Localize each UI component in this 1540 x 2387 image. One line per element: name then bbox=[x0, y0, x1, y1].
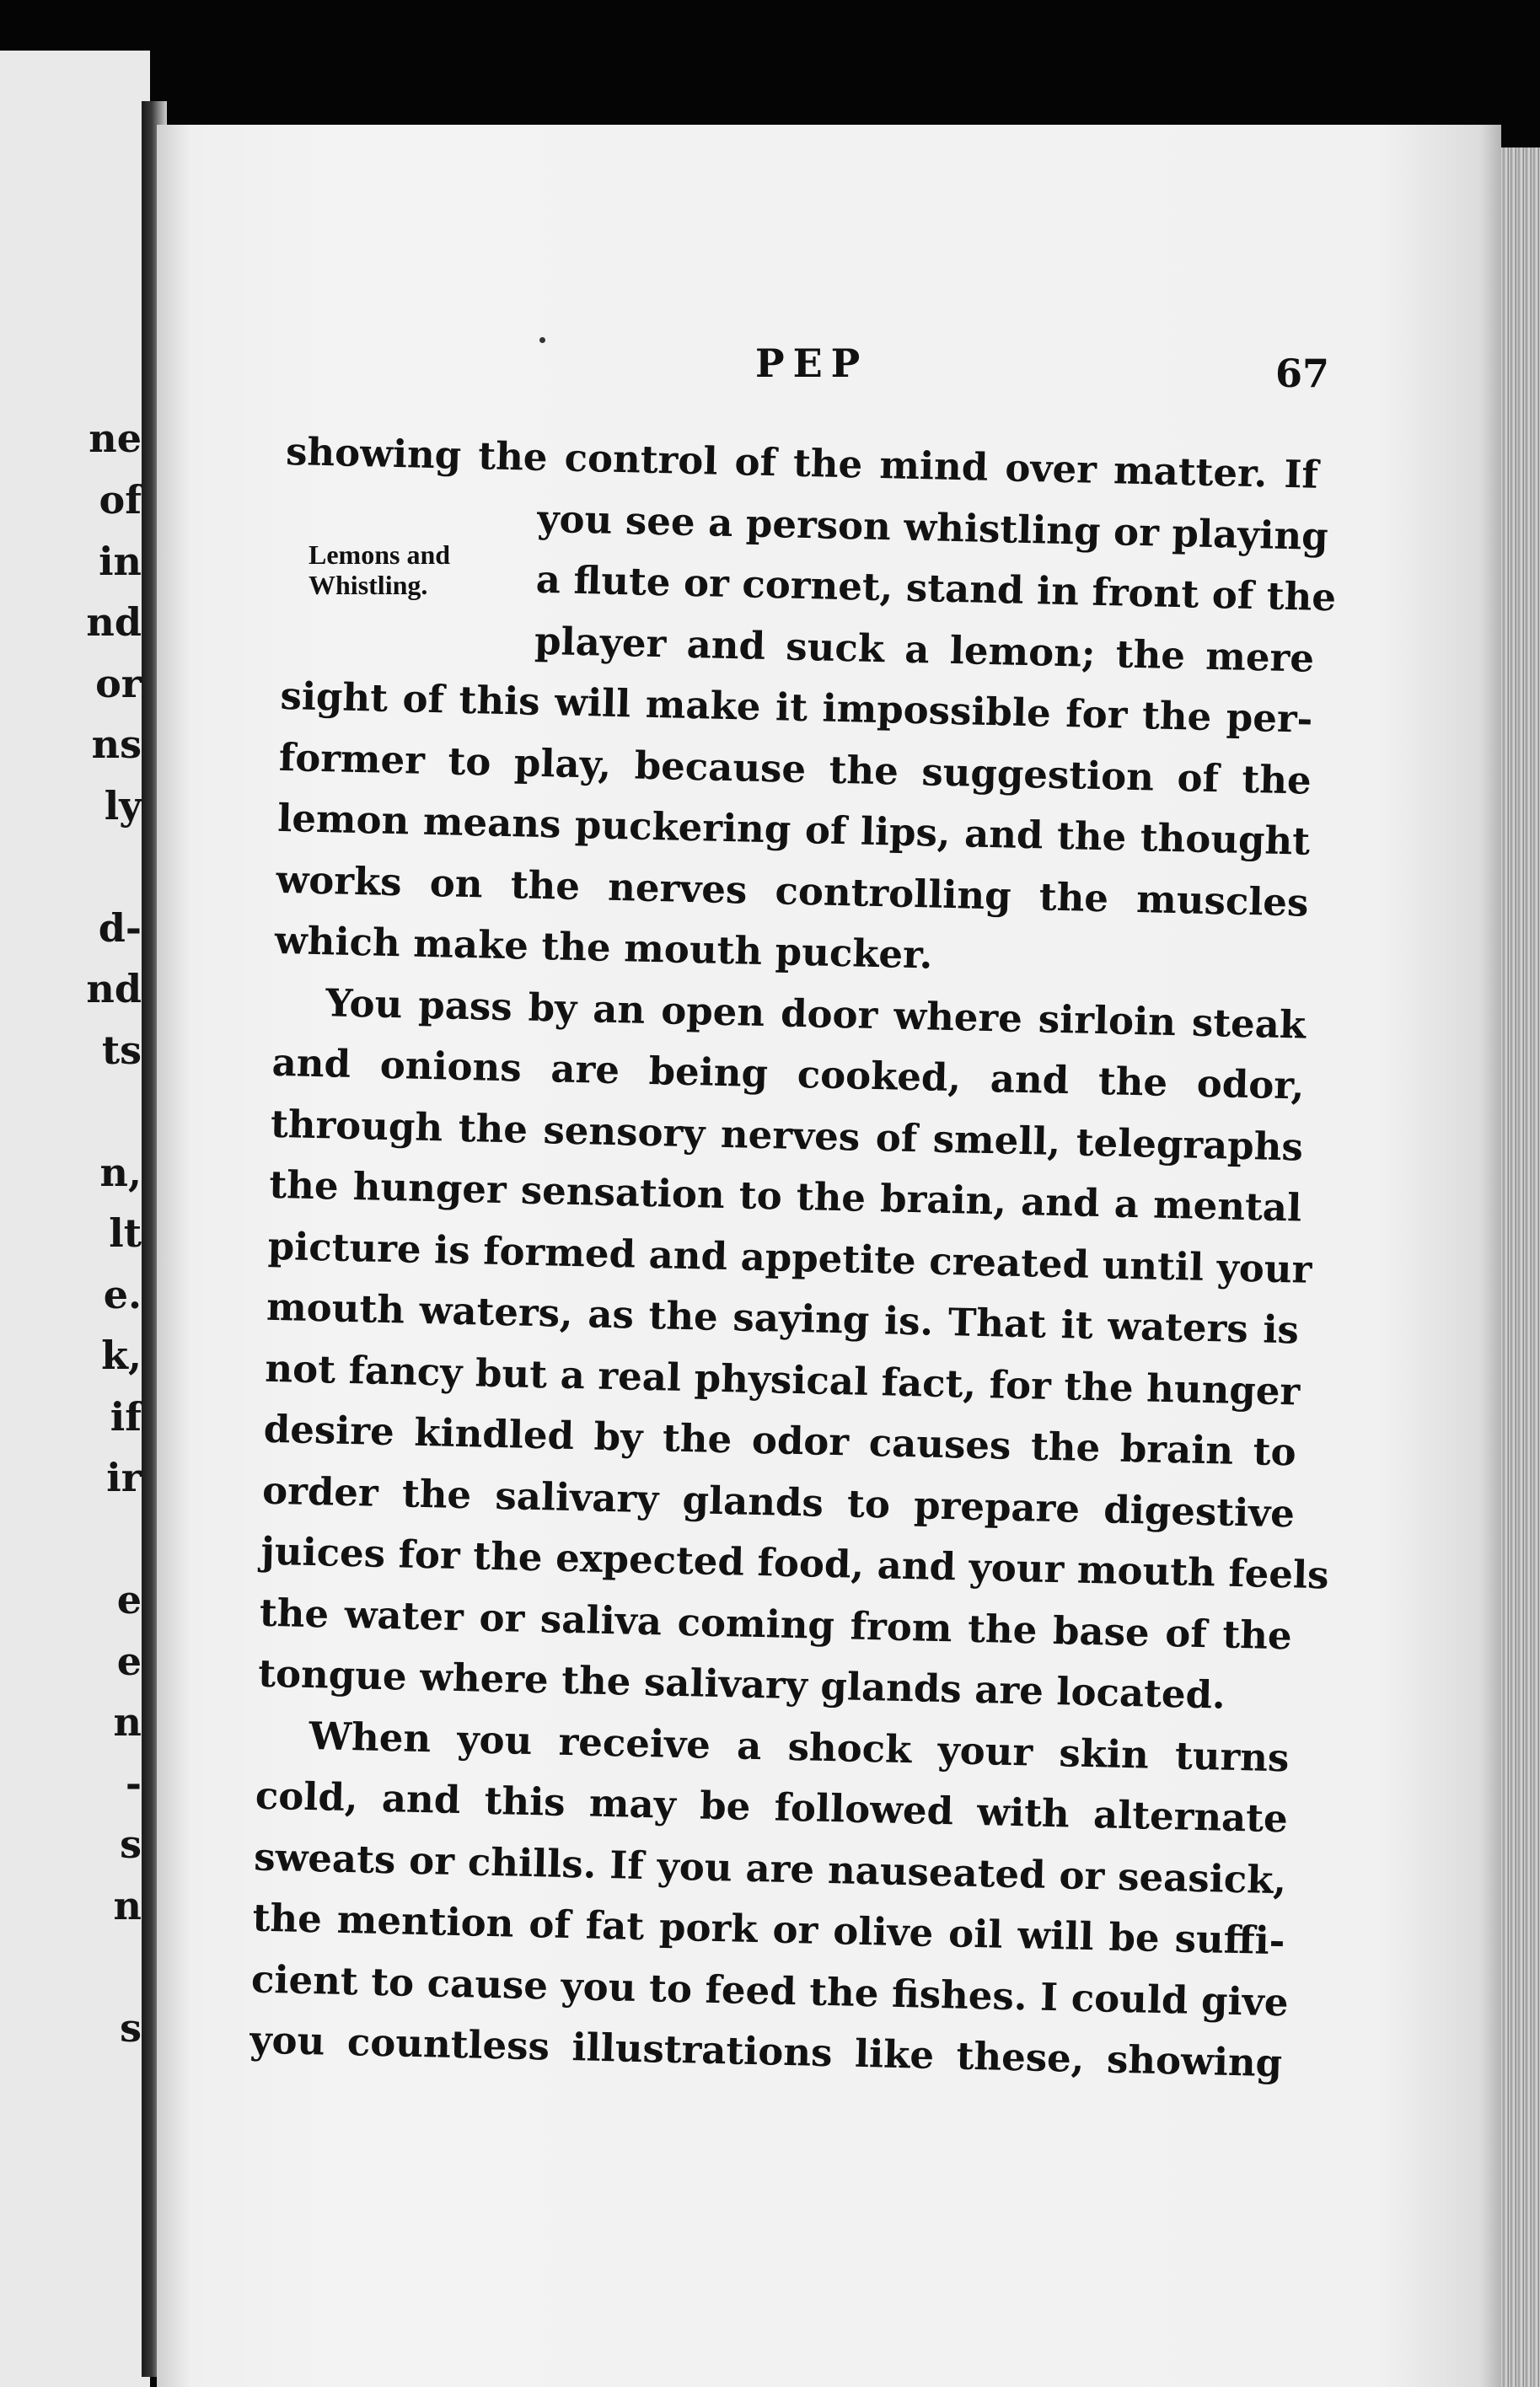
facing-page-fragment: nd bbox=[86, 599, 142, 645]
text-line: showing the control of the mind over matter. If bbox=[285, 428, 1319, 497]
facing-page-fragment: e. bbox=[103, 1272, 142, 1317]
text-line: sweats or chills. If you are nauseated or seasick, bbox=[253, 1834, 1287, 1902]
facing-page-fragment: e bbox=[116, 1577, 142, 1623]
text-line: not fancy but a real physical fact, for the hunger bbox=[264, 1345, 1301, 1414]
print-speck bbox=[539, 337, 545, 343]
text-line: you countless illustrations like these, showing bbox=[249, 2017, 1283, 2086]
text-line: lemon means puckering of lips, and the thought bbox=[276, 795, 1311, 864]
facing-page-fragment: of bbox=[99, 477, 142, 523]
text-line: desire kindled by the odor causes the brain to bbox=[263, 1406, 1297, 1475]
text-line: the hunger sensation to the brain, and a mental bbox=[268, 1161, 1302, 1231]
facing-page-fragment: ir bbox=[106, 1455, 142, 1500]
text-line: When you receive a shock your skin turns bbox=[309, 1713, 1290, 1780]
body-text bbox=[249, 421, 1337, 2095]
text-line: juices for the expected food, and your mouth feels bbox=[260, 1528, 1330, 1598]
facing-page-fragment: in bbox=[99, 539, 142, 584]
text-line: and onions are being cooked, and the odor, bbox=[271, 1039, 1306, 1108]
facing-page-fragment: d- bbox=[98, 905, 142, 951]
facing-page-fragment: - bbox=[125, 1761, 142, 1806]
facing-page-fragment: e bbox=[116, 1639, 142, 1684]
page-number: 67 bbox=[1275, 351, 1330, 396]
facing-page-fragment: s bbox=[120, 2005, 142, 2051]
facing-page-fragment: if bbox=[110, 1394, 142, 1440]
text-line: a flute or cornet, stand in front of the bbox=[535, 556, 1337, 620]
text-line: cient to cause you to feed the fishes. I could give bbox=[250, 1956, 1290, 2025]
margin-note-line: Lemons and bbox=[309, 539, 451, 570]
text-line: the mention of fat pork or olive oil will be suffi- bbox=[252, 1895, 1286, 1964]
facing-page-fragment: or bbox=[95, 661, 142, 706]
facing-page-fragment: n bbox=[113, 1699, 142, 1745]
facing-page-fragment: nd bbox=[86, 966, 142, 1011]
facing-page-fragment: n, bbox=[99, 1150, 142, 1195]
text-line: which make the mouth pucker. bbox=[274, 917, 933, 978]
margin-note-line: Whistling. bbox=[309, 570, 428, 600]
facing-page-fragment: ns bbox=[91, 721, 142, 767]
text-line: player and suck a lemon; the mere bbox=[534, 618, 1315, 681]
facing-page-fragment: k, bbox=[101, 1333, 142, 1378]
facing-page-fragment: s bbox=[120, 1821, 142, 1867]
running-head: PEP bbox=[755, 341, 869, 386]
facing-page-fragment: n bbox=[113, 1883, 142, 1928]
facing-page-fragment: ly bbox=[104, 783, 142, 829]
text-line: tongue where the salivary glands are located. bbox=[257, 1650, 1226, 1718]
text-line: former to play, because the suggestion of the bbox=[278, 734, 1312, 803]
page-stack-edge bbox=[1501, 148, 1540, 2387]
text-line: You pass by an open door where sirloin steak bbox=[325, 979, 1307, 1048]
text-line: picture is formed and appetite created until your bbox=[267, 1223, 1312, 1292]
facing-page-fragment: ts bbox=[101, 1027, 142, 1073]
text-line: works on the nerves controlling the muscles bbox=[276, 856, 1309, 925]
text-line: the water or saliva coming from the base of the bbox=[259, 1590, 1293, 1658]
facing-page-fragment: lt bbox=[109, 1210, 142, 1256]
text-line: mouth waters, as the saying is. That it waters is bbox=[266, 1284, 1300, 1353]
facing-page-fragment: ne bbox=[89, 416, 142, 461]
text-line: sight of this will make it impossible for the per- bbox=[280, 673, 1313, 742]
text-line: through the sensory nerves of smell, telegraphs bbox=[270, 1101, 1304, 1170]
text-line: order the salivary glands to prepare digestive bbox=[261, 1467, 1296, 1536]
text-line: you see a person whistling or playing bbox=[536, 496, 1329, 559]
facing-page-edge bbox=[0, 51, 150, 2387]
text-line: cold, and this may be followed with alternate bbox=[255, 1773, 1289, 1842]
